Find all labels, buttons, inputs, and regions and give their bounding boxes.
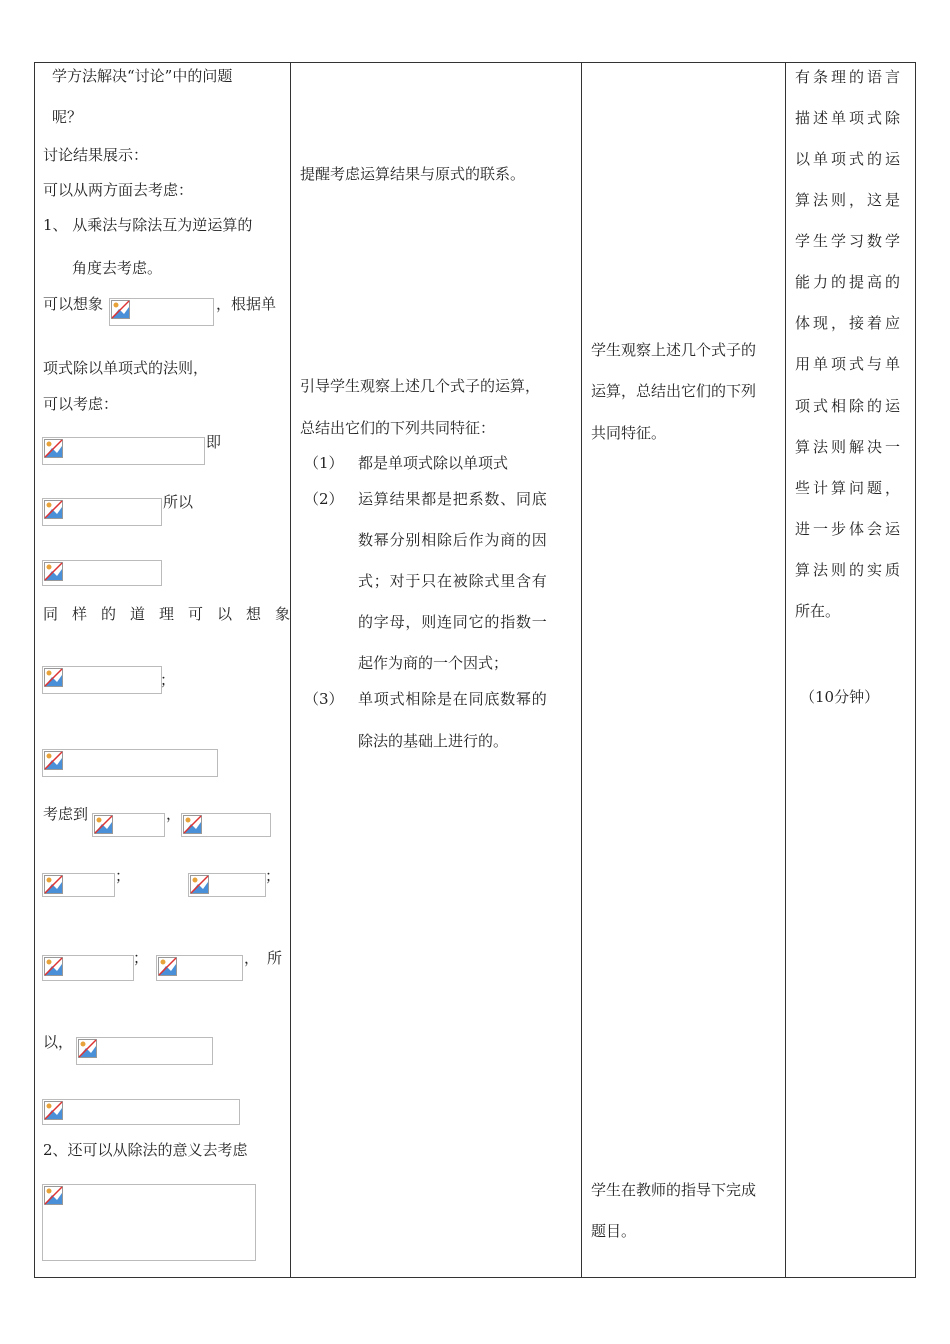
c1-line: 项式除以单项式的法则，: [43, 359, 209, 377]
formula-image: [42, 1099, 240, 1125]
c4-line: 算法则，这是: [795, 191, 904, 209]
c1-line: 同样的道理可以想象: [43, 605, 305, 623]
broken-image-icon: [44, 1101, 63, 1120]
broken-image-icon: [158, 957, 177, 976]
formula-image: [42, 873, 115, 897]
broken-image-icon: [44, 562, 63, 581]
c1-line: 呢？: [52, 108, 83, 126]
broken-image-icon: [183, 815, 202, 834]
c1-line: 讨论结果展示：: [43, 146, 149, 164]
c2-line: 除法的基础上进行的。: [358, 732, 509, 750]
formula-image: [42, 437, 205, 465]
formula-image: [92, 813, 165, 837]
c2-line: 数幂分别相除后作为商的因: [358, 531, 548, 549]
formula-image: [109, 298, 214, 326]
c1-line: ，: [166, 805, 182, 823]
column-divider: [785, 62, 786, 1278]
broken-image-icon: [78, 1039, 97, 1058]
c1-line: ；: [160, 671, 176, 689]
broken-image-icon: [44, 668, 63, 687]
c2-list-number: （1）: [304, 454, 344, 472]
c4-line: 进一步体会运: [795, 520, 904, 538]
c2-line: 单项式相除是在同底数幂的: [358, 690, 548, 708]
c4-line: 些计算问题，: [795, 479, 904, 497]
c4-line: 项式相除的运: [795, 397, 904, 415]
formula-image: [188, 873, 266, 897]
c1-line: 可以考虑：: [43, 395, 119, 413]
broken-image-icon: [44, 751, 63, 770]
c3-line: 学生观察上述几个式子的: [591, 341, 757, 359]
c4-line: 用单项式与单: [795, 355, 904, 373]
formula-image: [42, 560, 162, 586]
column-divider: [290, 62, 291, 1278]
broken-image-icon: [44, 875, 63, 894]
c2-line: 提醒考虑运算结果与原式的联系。: [300, 165, 526, 183]
c1-line: 1、 从乘法与除法互为逆运算的: [43, 216, 253, 234]
c3-line: 题目。: [591, 1222, 637, 1240]
c1-line: 考虑到: [43, 805, 89, 823]
c4-line: 体现，接着应: [795, 314, 904, 332]
c4-line: 描述单项式除: [795, 109, 904, 127]
c1-line: 以，: [43, 1033, 74, 1051]
c2-list-number: （3）: [304, 690, 344, 708]
c1-justified-line: [43, 604, 305, 624]
c4-line: 有条理的语言: [795, 68, 904, 86]
formula-image: [42, 666, 162, 694]
formula-image: [156, 955, 243, 981]
column-divider: [581, 62, 582, 1278]
c2-line: 的字母，则连同它的指数一: [358, 613, 548, 631]
formula-image: [42, 749, 218, 777]
formula-image: [76, 1037, 213, 1065]
c3-line: 学生在教师的指导下完成: [591, 1181, 757, 1199]
c1-line: 可以从两方面去考虑：: [43, 181, 194, 199]
c1-line: 即: [206, 433, 222, 451]
formula-image: [42, 1184, 256, 1261]
broken-image-icon: [44, 957, 63, 976]
c2-line: 都是单项式除以单项式: [358, 454, 509, 472]
c2-line: 引导学生观察上述几个式子的运算，: [300, 377, 541, 395]
c4-line: 所在。: [795, 602, 841, 620]
c1-line: ，所: [244, 949, 291, 967]
c2-line: 运算结果都是把系数、同底: [358, 490, 548, 508]
c2-line: 式；对于只在被除式里含有: [358, 572, 548, 590]
c1-line: 可以想象: [43, 295, 104, 313]
time-note: （10分钟）: [800, 688, 880, 706]
c1-line: 学方法解决“讨论”中的问题: [52, 67, 233, 85]
formula-image: [181, 813, 271, 837]
formula-image: [42, 498, 162, 526]
c4-line: 算法则解决一: [795, 438, 904, 456]
c3-line: 运算，总结出它们的下列: [591, 382, 757, 400]
c1-line: ；: [265, 867, 281, 885]
c1-line: ，根据单: [216, 295, 277, 313]
formula-image: [42, 955, 134, 981]
c2-line: 总结出它们的下列共同特征：: [300, 419, 496, 437]
broken-image-icon: [44, 439, 63, 458]
broken-image-icon: [111, 300, 130, 319]
c2-line: 起作为商的一个因式；: [358, 654, 509, 672]
c4-line: 算法则的实质: [795, 561, 904, 579]
c1-line: 2、还可以从除法的意义去考虑: [43, 1141, 248, 1159]
c1-line: 所以: [163, 493, 194, 511]
broken-image-icon: [190, 875, 209, 894]
c3-line: 共同特征。: [591, 424, 667, 442]
c4-line: 学生学习数学: [795, 232, 904, 250]
broken-image-icon: [94, 815, 113, 834]
c1-line: 角度去考虑。: [72, 259, 163, 277]
c1-line: ；: [115, 867, 131, 885]
c2-list-number: （2）: [304, 490, 344, 508]
broken-image-icon: [44, 1186, 63, 1205]
broken-image-icon: [44, 500, 63, 519]
c4-line: 以单项式的运: [795, 150, 904, 168]
c4-line: 能力的提高的: [795, 273, 904, 291]
c1-line: ；: [133, 949, 149, 967]
